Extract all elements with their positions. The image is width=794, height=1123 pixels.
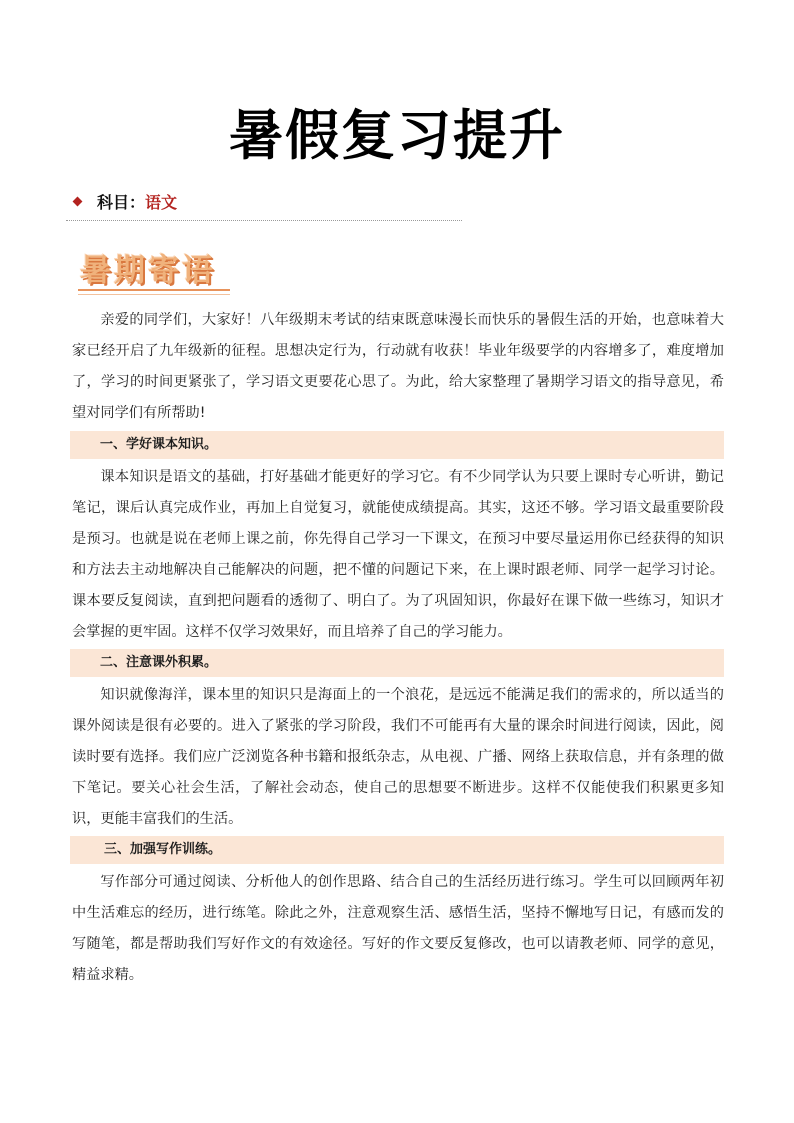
section-heading-bar [70,431,724,459]
section-heading: 三、加强写作训练。 [104,842,222,857]
page-title: 暑假复习提升 [229,103,565,167]
summer-message-banner [76,249,236,297]
intro-paragraph: 亲爱的同学们，大家好！八年级期末考试的结束既意味漫长而快乐的暑假生活的开始，也意味着大家已经开启了九年级新的征程。思想决定行为，行动就有收获！毕业年级要学的内容增多了，难度增加了，学习的时间更紧张了，学习语文更要花心思了。为此，给大家整理了暑期学习语文的指导意见，希望对同学们有所帮助! [72,312,724,421]
banner-underline [78,289,230,291]
banner-text: 暑期寄语 [80,253,216,289]
section-paragraph: 课本知识是语文的基础，打好基础才能更好的学习它。有不少同学认为只要上课时专心听讲，勤记笔记，课后认真完成作业，再加上自觉复习，就能使成绩提高。其实，这还不够。学习语文最重要阶段是预习。也就是说在老师上课之前，你先得自己学习一下课文，在预习中要尽量运用你已经获得的知识和方法去主动地解决自己能解决的问题，把不懂的问题记下来，在上课时跟老师、同学一起学习讨论。课本要反复阅读，直到把问题看的透彻了、明白了。为了巩固知识，你最好在课下做一些练习，知识才会掌握的更牢固。这样不仅学习效果好，而且培养了自己的学习能力。 [72,469,724,640]
diamond-bullet-icon [73,196,83,206]
section-heading-bar [70,836,724,864]
section-heading-bar [70,649,724,677]
subject-label: 科目： [97,192,146,212]
section-heading: 一、学好课本知识。 [100,437,218,452]
banner-underline-thin [78,294,230,295]
section-paragraph: 知识就像海洋，课本里的知识只是海面上的一个浪花，是远远不能满足我们的需求的，所以适当的课外阅读是很有必要的。进入了紧张的学习阶段，我们不可能再有大量的课余时间进行阅读，因此，阅读时要有选择。我们应广泛浏览各种书籍和报纸杂志，从电视、广播、网络上获取信息，并有条理的做下笔记。要关心社会生活，了解社会动态，使自己的思想要不断进步。这样不仅能使我们积累更多知识，更能丰富我们的生活。 [72,687,724,827]
subject-line [72,188,177,214]
section-heading: 二、注意课外积累。 [100,655,218,670]
subject-value: 语文 [145,192,178,212]
dotted-divider [66,220,462,221]
section-paragraph: 写作部分可通过阅读、分析他人的创作思路、结合自己的生活经历进行练习。学生可以回顾两年初中生活难忘的经历，进行练笔。除此之外，注意观察生活、感悟生活，坚持不懈地写日记，有感而发的写随笔，都是帮助我们写好作文的有效途径。写好的作文要反复修改，也可以请教老师、同学的意见，精益求精。 [72,874,724,983]
